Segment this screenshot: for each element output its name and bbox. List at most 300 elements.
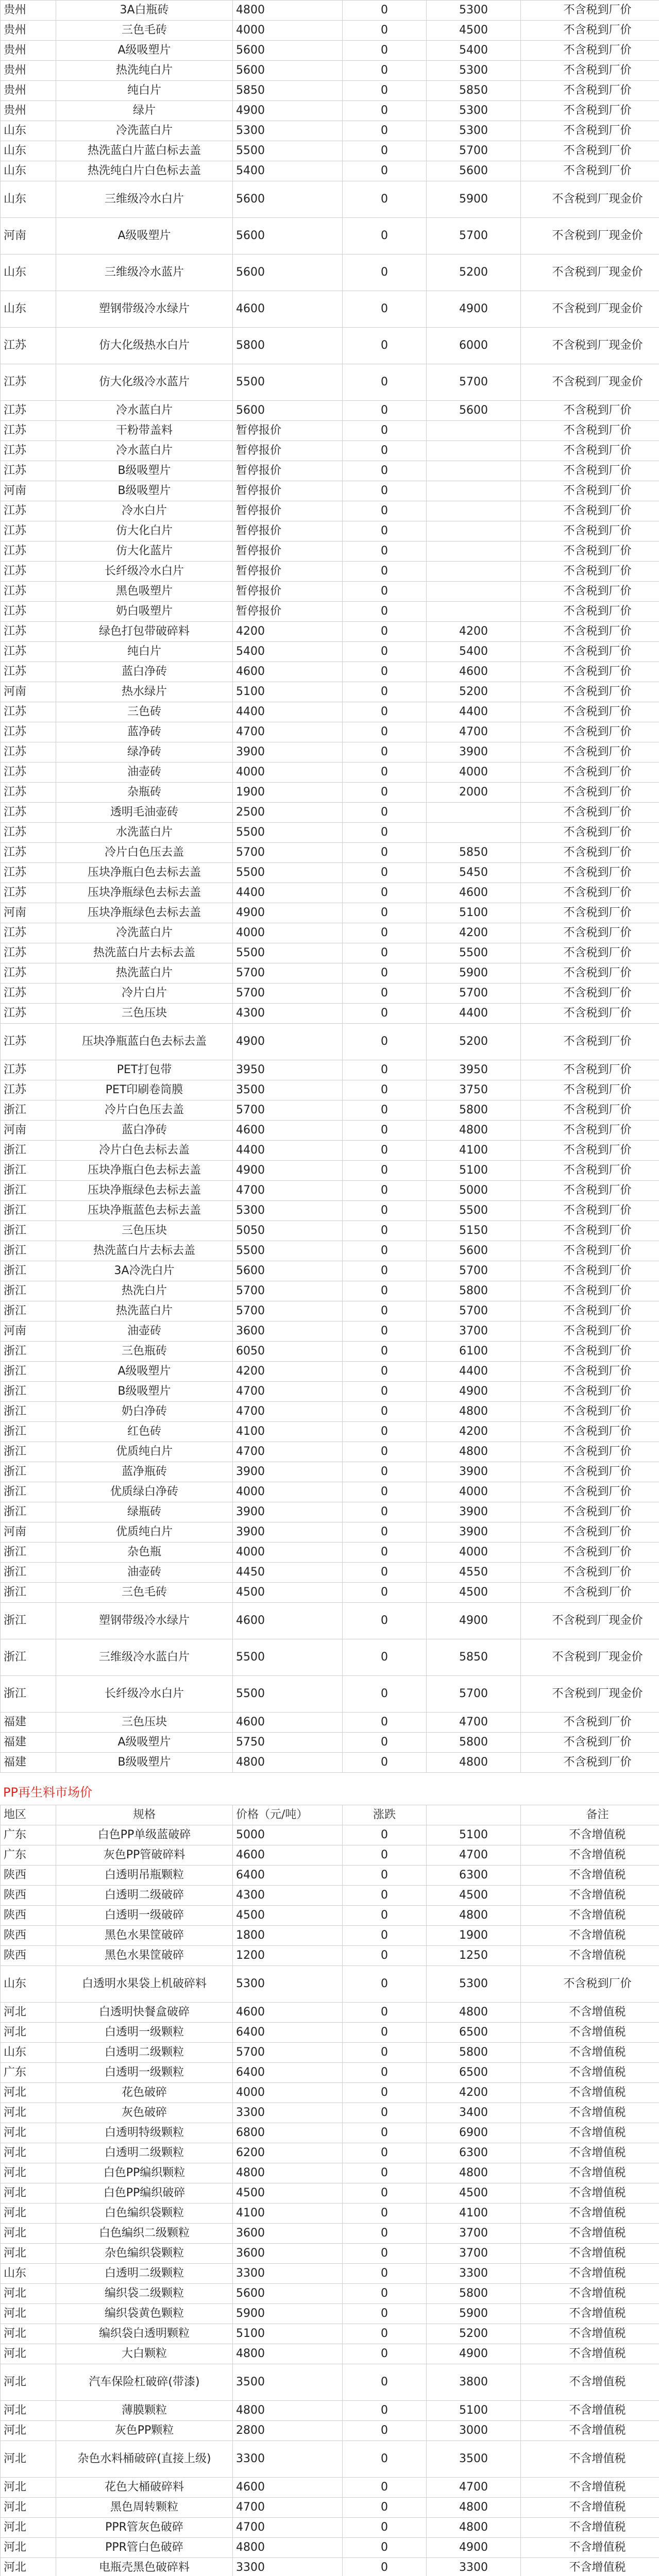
cell-note: 不含税到厂价 [521,521,659,541]
cell-change: 0 [343,1121,427,1141]
cell-ref-price: 5200 [427,255,521,291]
cell-region: 浙江 [1,1543,56,1563]
cell-region: 河南 [1,903,56,923]
table-row [1,328,659,364]
cell-region: 江苏 [1,328,56,364]
cell-ref-price: 4800 [427,2163,521,2183]
cell-change: 0 [343,1161,427,1181]
cell-change: 0 [343,2284,427,2304]
cell-spec: 压块净瓶绿色去标去盖 [56,1181,233,1201]
cell-price: 4700 [233,1442,343,1462]
table-row [1,441,659,461]
cell-change: 0 [343,682,427,702]
cell-change: 0 [343,2224,427,2244]
cell-price: 4900 [233,903,343,923]
cell-note: 不含税到厂价 [521,1462,659,1482]
cell-change: 0 [343,2304,427,2324]
cell-price: 4400 [233,702,343,722]
cell-ref-price: 4000 [427,762,521,783]
cell-change: 0 [343,1753,427,1773]
cell-ref-price: 3000 [427,2421,521,2441]
cell-spec: 热洗蓝白片 [56,963,233,984]
cell-ref-price: 4800 [427,1402,521,1422]
cell-price: 暂停报价 [233,501,343,521]
cell-spec: 热洗白片 [56,1281,233,1301]
cell-ref-price: 5850 [427,1639,521,1676]
table-row [1,1946,659,1966]
cell-note: 不含税到厂价 [521,1522,659,1543]
cell-spec: 黑色水果筐破碎 [56,1946,233,1966]
cell-region: 浙江 [1,1382,56,1402]
table-row [1,863,659,883]
cell-ref-price: 5850 [427,81,521,101]
cell-spec: 冷片白色压去盖 [56,1100,233,1121]
cell-spec: 冷片白色压去盖 [56,843,233,863]
cell-price: 3300 [233,2264,343,2284]
cell-region: 河北 [1,2304,56,2324]
cell-region: 江苏 [1,602,56,622]
cell-ref-price [427,602,521,622]
cell-change: 0 [343,783,427,803]
cell-price: 暂停报价 [233,421,343,441]
cell-change: 0 [343,762,427,783]
table-row [1,1201,659,1221]
cell-price: 4800 [233,2538,343,2558]
cell-ref-price: 5000 [427,1181,521,1201]
cell-change: 0 [343,1543,427,1563]
cell-price: 5400 [233,161,343,181]
cell-note: 不含税到厂价 [521,722,659,742]
table-row [1,1281,659,1301]
table-row [1,61,659,81]
cell-change: 0 [343,1321,427,1342]
cell-spec: 白透明二级破碎 [56,1886,233,1906]
cell-ref-price: 5700 [427,1301,521,1321]
cell-region: 江苏 [1,441,56,461]
cell-spec: 大白颗粒 [56,2344,233,2364]
table-row [1,255,659,291]
cell-price: 5800 [233,328,343,364]
cell-note: 不含税到厂价 [521,1713,659,1733]
cell-change: 0 [343,2344,427,2364]
table-row [1,1161,659,1181]
cell-region: 浙江 [1,1301,56,1321]
cell-region: 河北 [1,2023,56,2043]
cell-note: 不含增值税 [521,2063,659,2083]
cell-note: 不含税到厂现金价 [521,218,659,255]
cell-change: 0 [343,441,427,461]
cell-spec: 白透明吊瓶颗粒 [56,1866,233,1886]
cell-region: 广东 [1,1845,56,1866]
cell-ref-price: 5300 [427,1966,521,2003]
cell-spec: 花色大桶破碎料 [56,2478,233,2498]
cell-note: 不含税到厂价 [521,1261,659,1281]
table-row [1,2123,659,2143]
cell-region: 江苏 [1,582,56,602]
cell-spec: B级吸塑片 [56,1753,233,1773]
cell-region: 河北 [1,2103,56,2123]
table-row [1,1,659,21]
cell-spec: 压块净瓶绿色去标去盖 [56,903,233,923]
cell-price: 6050 [233,1342,343,1362]
cell-note: 不含增值税 [521,2123,659,2143]
cell-price: 1200 [233,1946,343,1966]
cell-spec: 优质绿白净砖 [56,1482,233,1502]
cell-ref-price: 5900 [427,181,521,218]
cell-price: 5500 [233,863,343,883]
cell-note: 不含税到厂价 [521,1221,659,1241]
table-row [1,1004,659,1024]
cell-change: 0 [343,41,427,61]
table-row [1,1886,659,1906]
cell-change: 0 [343,923,427,943]
table-row [1,2284,659,2304]
cell-region: 浙江 [1,1482,56,1502]
cell-price: 4800 [233,2401,343,2421]
cell-note: 不含税到厂价 [521,1482,659,1502]
cell-price: 1800 [233,1926,343,1946]
cell-spec: B级吸塑片 [56,461,233,481]
cell-price: 4700 [233,1402,343,1422]
cell-ref-price: 5500 [427,943,521,963]
cell-note: 不含增值税 [521,2538,659,2558]
cell-ref-price: 4700 [427,1845,521,1866]
cell-region: 江苏 [1,521,56,541]
cell-change: 0 [343,2558,427,2576]
cell-ref-price: 4200 [427,923,521,943]
table-row [1,541,659,562]
cell-note: 不含税到厂价 [521,21,659,41]
cell-region: 浙江 [1,1342,56,1362]
cell-note: 不含税到厂价 [521,702,659,722]
cell-region: 江苏 [1,461,56,481]
cell-note: 不含税到厂价 [521,682,659,702]
table-row [1,21,659,41]
cell-price: 4700 [233,2518,343,2538]
cell-note: 不含税到厂价 [521,1,659,21]
cell-price: 4800 [233,1753,343,1773]
header-region: 地区 [1,1805,56,1825]
cell-price: 暂停报价 [233,541,343,562]
cell-spec: 杂瓶砖 [56,783,233,803]
cell-change: 0 [343,2264,427,2284]
cell-spec: 油壶砖 [56,1321,233,1342]
cell-ref-price: 3700 [427,2244,521,2264]
cell-region: 江苏 [1,762,56,783]
cell-price: 5600 [233,41,343,61]
cell-region: 江苏 [1,923,56,943]
table-row [1,521,659,541]
table-row [1,582,659,602]
cell-ref-price: 3800 [427,2364,521,2401]
cell-region: 浙江 [1,1201,56,1221]
cell-spec: 红色砖 [56,1422,233,1442]
cell-ref-price: 5850 [427,843,521,863]
cell-ref-price: 5150 [427,1221,521,1241]
table-row [1,1906,659,1926]
cell-ref-price: 4600 [427,662,521,682]
cell-region: 浙江 [1,1676,56,1713]
cell-note: 不含税到厂价 [521,501,659,521]
cell-ref-price: 5700 [427,218,521,255]
cell-price: 4400 [233,1141,343,1161]
cell-note: 不含税到厂价 [521,1141,659,1161]
table-row [1,742,659,762]
cell-note: 不含税到厂价 [521,642,659,662]
cell-change: 0 [343,2003,427,2023]
cell-region: 江苏 [1,823,56,843]
cell-region: 江苏 [1,803,56,823]
cell-note: 不含税到厂价 [521,1966,659,2003]
cell-change: 0 [343,1442,427,1462]
cell-spec: 3A白瓶砖 [56,1,233,21]
cell-ref-price: 4900 [427,2538,521,2558]
cell-spec: B级吸塑片 [56,481,233,501]
header-spec: 规格 [56,1805,233,1825]
cell-spec: PPR管白色破碎 [56,2538,233,2558]
cell-price: 3900 [233,1522,343,1543]
table-row [1,2441,659,2478]
cell-change: 0 [343,1301,427,1321]
table-row [1,2324,659,2344]
cell-change: 0 [343,2421,427,2441]
cell-price: 4800 [233,2344,343,2364]
cell-note: 不含增值税 [521,2518,659,2538]
cell-spec: 绿片 [56,101,233,121]
cell-change: 0 [343,1946,427,1966]
table-row [1,903,659,923]
cell-ref-price: 5100 [427,1161,521,1181]
cell-region: 山东 [1,2264,56,2284]
cell-ref-price [427,541,521,562]
cell-change: 0 [343,863,427,883]
table-row [1,662,659,682]
table-row [1,2003,659,2023]
cell-ref-price: 5900 [427,2304,521,2324]
cell-spec: 黑色周转颗粒 [56,2498,233,2518]
cell-spec: 杂色水料桶破碎(直接上级) [56,2441,233,2478]
cell-region: 江苏 [1,984,56,1004]
cell-price: 4100 [233,1422,343,1442]
cell-spec: 编织袋黄色颗粒 [56,2304,233,2324]
table-row [1,1024,659,1060]
cell-change: 0 [343,1402,427,1422]
cell-region: 山东 [1,291,56,328]
cell-note: 不含税到厂价 [521,81,659,101]
cell-price: 3900 [233,1462,343,1482]
table-row [1,481,659,501]
cell-spec: A级吸塑片 [56,218,233,255]
cell-region: 河北 [1,2518,56,2538]
cell-spec: 热洗蓝白片去标去盖 [56,943,233,963]
cell-change: 0 [343,291,427,328]
cell-change: 0 [343,121,427,141]
cell-region: 江苏 [1,622,56,642]
cell-note: 不含增值税 [521,1825,659,1845]
cell-ref-price: 4000 [427,1543,521,1563]
cell-change: 0 [343,943,427,963]
cell-ref-price: 5700 [427,1676,521,1713]
cell-ref-price: 4500 [427,1583,521,1603]
cell-spec: 白透明二级颗粒 [56,2143,233,2163]
cell-ref-price: 4500 [427,2183,521,2204]
table-row [1,1100,659,1121]
cell-ref-price: 4100 [427,1141,521,1161]
table-row [1,883,659,903]
cell-note: 不含增值税 [521,2143,659,2163]
cell-change: 0 [343,481,427,501]
cell-note: 不含增值税 [521,2003,659,2023]
cell-ref-price [427,461,521,481]
cell-region: 河北 [1,2441,56,2478]
cell-note: 不含税到厂现金价 [521,255,659,291]
cell-region: 江苏 [1,843,56,863]
cell-region: 江苏 [1,662,56,682]
cell-spec: 冷水蓝白片 [56,401,233,421]
table-row [1,2244,659,2264]
cell-spec: 绿色打包带破碎料 [56,622,233,642]
cell-ref-price: 3400 [427,2103,521,2123]
cell-change: 0 [343,1422,427,1442]
cell-note: 不含增值税 [521,2441,659,2478]
cell-region: 河北 [1,2224,56,2244]
cell-region: 山东 [1,161,56,181]
cell-ref-price: 5800 [427,2284,521,2304]
cell-region: 河北 [1,2364,56,2401]
cell-note: 不含税到厂价 [521,923,659,943]
table-row [1,181,659,218]
cell-note: 不含税到厂价 [521,1583,659,1603]
cell-ref-price: 5700 [427,984,521,1004]
cell-region: 浙江 [1,1563,56,1583]
table-row [1,1342,659,1362]
cell-note: 不含税到厂价 [521,562,659,582]
cell-ref-price: 6500 [427,2063,521,2083]
cell-ref-price: 4700 [427,2478,521,2498]
cell-ref-price: 4400 [427,1362,521,1382]
cell-region: 河北 [1,2421,56,2441]
cell-price: 4600 [233,1121,343,1141]
table-row [1,461,659,481]
cell-price: 5500 [233,1241,343,1261]
cell-spec: 三色压块 [56,1713,233,1733]
cell-price: 5700 [233,2043,343,2063]
cell-change: 0 [343,1906,427,1926]
cell-change: 0 [343,742,427,762]
cell-price: 5500 [233,1639,343,1676]
cell-change: 0 [343,1713,427,1733]
cell-spec: 黑色吸塑片 [56,582,233,602]
cell-ref-price: 3900 [427,1522,521,1543]
cell-note: 不含税到厂价 [521,1161,659,1181]
cell-ref-price [427,521,521,541]
cell-ref-price: 1250 [427,1946,521,1966]
table-row [1,2204,659,2224]
cell-price: 4300 [233,1004,343,1024]
table-row [1,843,659,863]
cell-region: 江苏 [1,401,56,421]
cell-change: 0 [343,1603,427,1639]
cell-note: 不含税到厂价 [521,963,659,984]
table-row [1,2083,659,2103]
cell-change: 0 [343,1,427,21]
table-row [1,364,659,401]
table-row [1,943,659,963]
cell-region: 江苏 [1,883,56,903]
cell-change: 0 [343,2244,427,2264]
cell-note: 不含增值税 [521,2183,659,2204]
cell-change: 0 [343,722,427,742]
cell-change: 0 [343,2083,427,2103]
cell-spec: 白透明二级颗粒 [56,2264,233,2284]
table-row [1,1301,659,1321]
cell-change: 0 [343,963,427,984]
cell-ref-price [427,501,521,521]
cell-change: 0 [343,1141,427,1161]
cell-ref-price: 4800 [427,1906,521,1926]
table-row [1,81,659,101]
cell-ref-price: 1900 [427,1926,521,1946]
table-row [1,1966,659,2003]
cell-note: 不含税到厂价 [521,1281,659,1301]
cell-region: 河南 [1,682,56,702]
cell-price: 5600 [233,218,343,255]
cell-note: 不含增值税 [521,2163,659,2183]
cell-region: 河北 [1,2478,56,2498]
cell-ref-price: 4500 [427,21,521,41]
cell-region: 河南 [1,1522,56,1543]
cell-change: 0 [343,2043,427,2063]
cell-note: 不含增值税 [521,2244,659,2264]
cell-ref-price: 5800 [427,2043,521,2063]
cell-note: 不含税到厂价 [521,481,659,501]
table-row [1,2498,659,2518]
cell-region: 江苏 [1,364,56,401]
cell-spec: 奶白净砖 [56,1402,233,1422]
cell-note: 不含税到厂价 [521,602,659,622]
cell-ref-price: 4700 [427,1713,521,1733]
cell-spec: 长纤级冷水白片 [56,1676,233,1713]
cell-price: 5600 [233,2284,343,2304]
cell-spec: 三色压块 [56,1221,233,1241]
cell-spec: A级吸塑片 [56,1733,233,1753]
cell-note: 不含税到厂价 [521,1241,659,1261]
cell-price: 5700 [233,1281,343,1301]
cell-price: 3900 [233,1502,343,1522]
cell-spec: 油壶砖 [56,1563,233,1583]
cell-note: 不含税到厂价 [521,1201,659,1221]
cell-change: 0 [343,1080,427,1100]
cell-price: 4200 [233,1362,343,1382]
cell-region: 浙江 [1,1402,56,1422]
cell-region: 河北 [1,2083,56,2103]
cell-change: 0 [343,662,427,682]
cell-note: 不含税到厂价 [521,161,659,181]
cell-price: 5700 [233,984,343,1004]
cell-ref-price: 4200 [427,622,521,642]
cell-note: 不含税到厂价 [521,984,659,1004]
cell-ref-price: 4100 [427,2204,521,2224]
cell-ref-price: 6300 [427,1866,521,1886]
cell-change: 0 [343,2063,427,2083]
cell-region: 陕西 [1,1866,56,1886]
cell-spec: 水洗蓝白片 [56,823,233,843]
cell-price: 4000 [233,762,343,783]
table-row [1,291,659,328]
cell-ref-price: 5700 [427,364,521,401]
cell-price: 4100 [233,2204,343,2224]
cell-change: 0 [343,401,427,421]
